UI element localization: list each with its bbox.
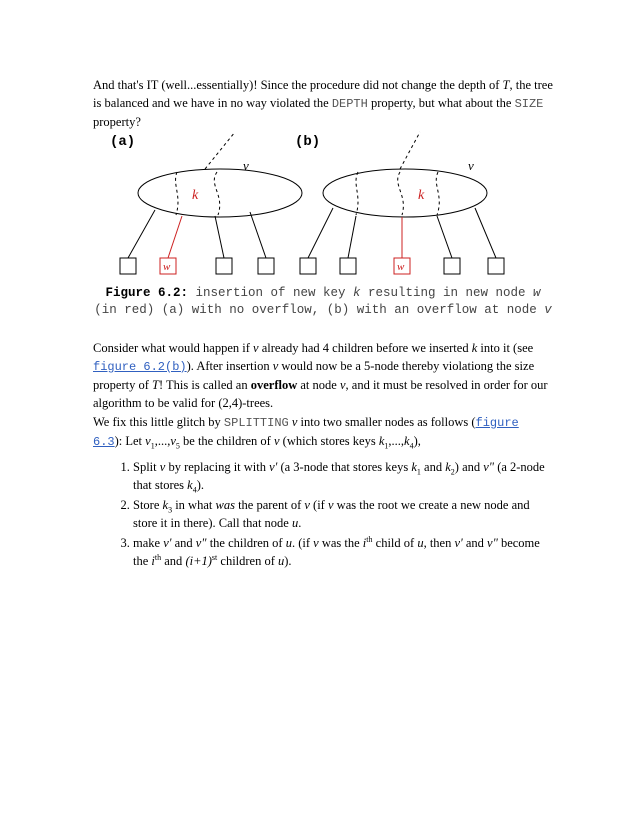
edge-a3 xyxy=(215,216,224,258)
text: v" xyxy=(483,460,495,474)
text: , and it must be resolved in order for our algorithm to be valid for (2,4)-trees. xyxy=(93,378,548,410)
text: already had 4 children before we inserted xyxy=(258,341,472,355)
text: 4 xyxy=(192,485,197,495)
text: 5 xyxy=(175,441,180,451)
text: Consider what would happen if xyxy=(93,341,254,355)
text: k xyxy=(471,341,478,355)
text: u xyxy=(278,554,285,568)
text: i xyxy=(151,554,155,568)
size-term: SIZE xyxy=(514,97,544,111)
text: property, but what about the xyxy=(367,96,515,110)
text: insertion of new key xyxy=(187,286,353,300)
intro-paragraph xyxy=(93,76,553,131)
edge-b2 xyxy=(348,216,356,258)
text: and xyxy=(161,554,186,568)
text: (if xyxy=(309,498,328,512)
text: v xyxy=(253,341,259,355)
step-3 xyxy=(133,534,553,570)
text: and xyxy=(171,536,196,550)
tree-diagram xyxy=(100,130,540,280)
text: k xyxy=(411,460,417,474)
edge-b5 xyxy=(475,208,496,258)
edge-b1 xyxy=(308,208,333,258)
text: Store xyxy=(133,498,163,512)
tree-symbol: T xyxy=(502,78,510,92)
separator-b2 xyxy=(398,172,404,215)
figure-6-3-link[interactable]: figure 6.3 xyxy=(93,416,519,449)
text: i xyxy=(362,536,367,550)
text: Split xyxy=(133,460,160,474)
text: was the xyxy=(318,536,363,550)
edge-b4 xyxy=(437,216,452,258)
separator-b3 xyxy=(436,172,439,215)
text: ). xyxy=(284,554,292,568)
text: become the xyxy=(133,536,540,568)
parent-edge-b xyxy=(400,132,420,169)
text: v xyxy=(544,303,552,317)
steps-list xyxy=(93,458,553,570)
text: ! This is called an xyxy=(158,378,251,392)
text: k xyxy=(404,434,410,448)
text: ). After insertion xyxy=(186,359,273,373)
text: was the root we create a new node and store it in there). Call that node xyxy=(133,498,530,530)
text: v' xyxy=(163,536,172,550)
split-steps xyxy=(93,458,553,572)
step-2 xyxy=(133,496,553,532)
label-a: (a) xyxy=(110,134,136,150)
node-v-b xyxy=(323,169,487,217)
text: was xyxy=(215,498,235,512)
text: v xyxy=(327,498,334,512)
figure-caption xyxy=(93,285,553,319)
text: would now be a 5-node thereby violationg the size property of xyxy=(93,359,535,392)
separator-b1 xyxy=(356,172,358,215)
text: v xyxy=(313,536,319,550)
text: And that's IT (well...essentially)! Since the procedure did not change the depth of xyxy=(93,78,503,92)
child-b5 xyxy=(488,258,504,274)
text: at node xyxy=(297,378,340,392)
separator-a2 xyxy=(214,172,219,215)
text: th xyxy=(154,552,162,562)
text: ,..., xyxy=(388,434,405,448)
edge-a1 xyxy=(128,210,155,258)
text: ): Let xyxy=(114,434,146,448)
text: th xyxy=(366,534,373,544)
text: 1 xyxy=(384,441,389,451)
child-a3 xyxy=(216,258,232,274)
child-b4 xyxy=(444,258,460,274)
text: make xyxy=(133,536,164,550)
label-b: (b) xyxy=(295,134,321,150)
text: ). xyxy=(196,478,205,492)
edge-a2-new xyxy=(168,216,182,258)
child-b1 xyxy=(300,258,316,274)
text: ) and xyxy=(454,460,484,474)
text: (i+1) xyxy=(185,554,212,568)
text: k xyxy=(378,434,385,448)
text: v xyxy=(304,498,310,512)
w-label-b: w xyxy=(397,261,405,273)
splitting-term: SPLITTING xyxy=(223,416,289,430)
text: (a 2-node that stores xyxy=(133,460,545,492)
text: and xyxy=(462,536,488,550)
separator-a1 xyxy=(176,172,178,215)
text: st xyxy=(211,552,218,562)
text: property? xyxy=(93,115,141,129)
text: v xyxy=(339,378,346,392)
text: v xyxy=(170,434,176,448)
figure-6-2b-link[interactable]: figure 6.2(b) xyxy=(93,360,187,374)
text: v" xyxy=(487,536,498,550)
text: into it (see xyxy=(477,341,534,355)
text: u xyxy=(417,536,424,550)
text: T xyxy=(152,378,159,392)
text: v' xyxy=(269,460,278,474)
text: . xyxy=(298,516,302,530)
parent-edge-a xyxy=(205,132,235,169)
text: v" xyxy=(195,536,207,550)
text: (which stores keys xyxy=(279,434,379,448)
text: in what xyxy=(172,498,216,512)
text: k xyxy=(162,498,169,512)
caption-label: Figure 6.2: xyxy=(105,286,188,300)
step-1 xyxy=(133,458,553,494)
text: v xyxy=(273,434,280,448)
key-k-b: k xyxy=(418,188,425,203)
key-k-a: k xyxy=(192,188,199,203)
child-b2 xyxy=(340,258,356,274)
edge-a4 xyxy=(250,212,266,258)
text: v xyxy=(291,415,298,429)
overflow-term: overflow xyxy=(250,378,298,392)
child-a1 xyxy=(120,258,136,274)
text: . (if xyxy=(291,536,314,550)
node-v-a xyxy=(138,169,302,217)
text: by replacing it with xyxy=(165,460,270,474)
text: k xyxy=(187,478,193,492)
v-label-b: v xyxy=(468,158,474,173)
child-a4 xyxy=(258,258,274,274)
text: u xyxy=(285,536,292,550)
text: v xyxy=(272,359,279,373)
text: k xyxy=(445,460,451,474)
text: child of xyxy=(372,536,418,550)
text: We fix this little glitch by xyxy=(93,415,224,429)
figure-6-2 xyxy=(100,130,540,285)
depth-term: DEPTH xyxy=(331,97,368,111)
text: (in red) (a) with no overflow, (b) with an overflow at node xyxy=(94,303,545,317)
text: the parent of xyxy=(234,498,305,512)
text: children of xyxy=(217,554,279,568)
text: , then xyxy=(423,536,455,550)
text: 3 xyxy=(168,505,173,515)
v-label-a: v xyxy=(243,158,249,173)
text: 2 xyxy=(450,467,455,477)
text: resulting in new node xyxy=(360,286,534,300)
text: , the tree is balanced and we have in no way violated the xyxy=(93,78,553,110)
text: ), xyxy=(413,434,421,448)
text: (a 3-node that stores keys xyxy=(277,460,412,474)
text: into two smaller nodes as follows ( xyxy=(297,415,476,429)
text: v xyxy=(145,434,151,448)
splitting-paragraph xyxy=(93,413,553,451)
w-label-a: w xyxy=(163,261,171,273)
text: v' xyxy=(454,536,463,550)
text: u xyxy=(291,516,299,530)
text: k xyxy=(352,286,361,300)
text: 4 xyxy=(409,441,414,451)
text: the children of xyxy=(206,536,286,550)
text: w xyxy=(533,286,541,300)
overflow-paragraph xyxy=(93,339,553,412)
text: ,..., xyxy=(154,434,171,448)
text: be the children of xyxy=(179,434,274,448)
text: 1 xyxy=(416,467,421,477)
text: 1 xyxy=(150,441,155,451)
text: v xyxy=(159,460,166,474)
text: and xyxy=(420,460,446,474)
